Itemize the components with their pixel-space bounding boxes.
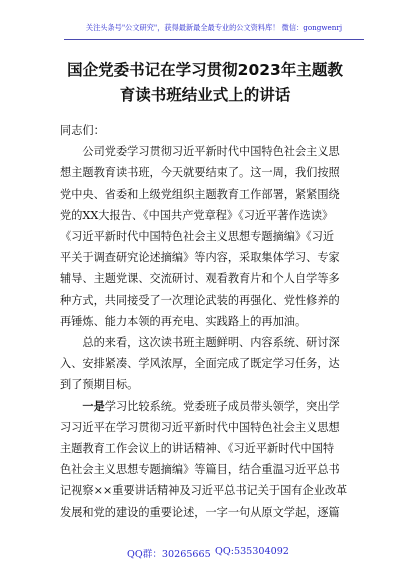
text-line: 到了预期目标。 [60,378,139,392]
text-line [60,396,360,417]
title-line-2: 育读书班结业式上的讲话 [119,86,291,104]
header-promo-text: 关注头条号"公文研究"，获得最新最全最专业的公文资料库！ 微信：gongwenrj [85,23,343,32]
text-line: 想主题教育读书班，今天就要结束了。这一周，我们按照 [60,166,340,180]
text-line: 再锤炼、能力本领的再充电、实践路上的再加油。 [60,314,307,328]
text-line: 平关于调查研究论述摘编》等内容，采取集体学习、专家 [60,251,340,265]
footer-qq: QQ:535304092 [215,546,289,557]
text-line: 《习近平新时代中国特色社会主义思想专题摘编》《习近 [60,230,335,244]
text-line: 记视察××重要讲话精神及习近平总书记关于国有企业改革 [60,484,348,498]
salutation: 同志们： [60,124,105,137]
page-footer [0,546,408,560]
paragraph-1 [60,141,360,332]
text-line: 总的来看，这次读书班主题鲜明、内容系统、研讨深 [82,336,340,350]
page-header [64,18,364,40]
paragraph-2 [60,332,360,396]
text-line: 种方式，共同接受了一次理论武装的再强化、党性修养的 [60,293,340,307]
document-title [40,58,370,108]
text-line: 公司党委学习贯彻习近平新时代中国特色社会主义思 [82,145,340,159]
text-line: 入、安排紧凑、学风浓厚，全面完成了既定学习任务，达 [60,357,340,371]
paragraph-3-lead: 一是 [82,398,105,413]
text-line: 色社会主义思想专题摘编》等篇目，结合重温习近平总书 [60,463,340,477]
text-line: 辅导、主题党课、交流研讨、观看教育片和个人自学等多 [60,272,340,286]
document-body [60,120,360,523]
text-line: 习习近平在学习贯彻习近平新时代中国特色社会主义思想 [60,420,340,434]
title-line-1: 国企党委书记在学习贯彻2023年主题教 [67,61,343,79]
footer-qq-group: QQ群：30265665 [127,549,211,560]
text-line: 主题教育工作会议上的讲话精神、《习近平新时代中国特 [60,442,335,456]
text-line: 发展和党的建设的重要论述，一字一句从原文学起，逐篇 [60,505,340,519]
text-line: 党的XX大报告、《中国共产党章程》《习近平著作选读》 [60,208,334,222]
paragraph-3 [60,396,360,523]
paragraph-3-first-line: 学习比较系统。党委班子成员带头领学，突出学 [104,399,340,413]
text-line: 党中央、省委和上级党组织主题教育工作部署，紧紧围绕 [60,187,340,201]
